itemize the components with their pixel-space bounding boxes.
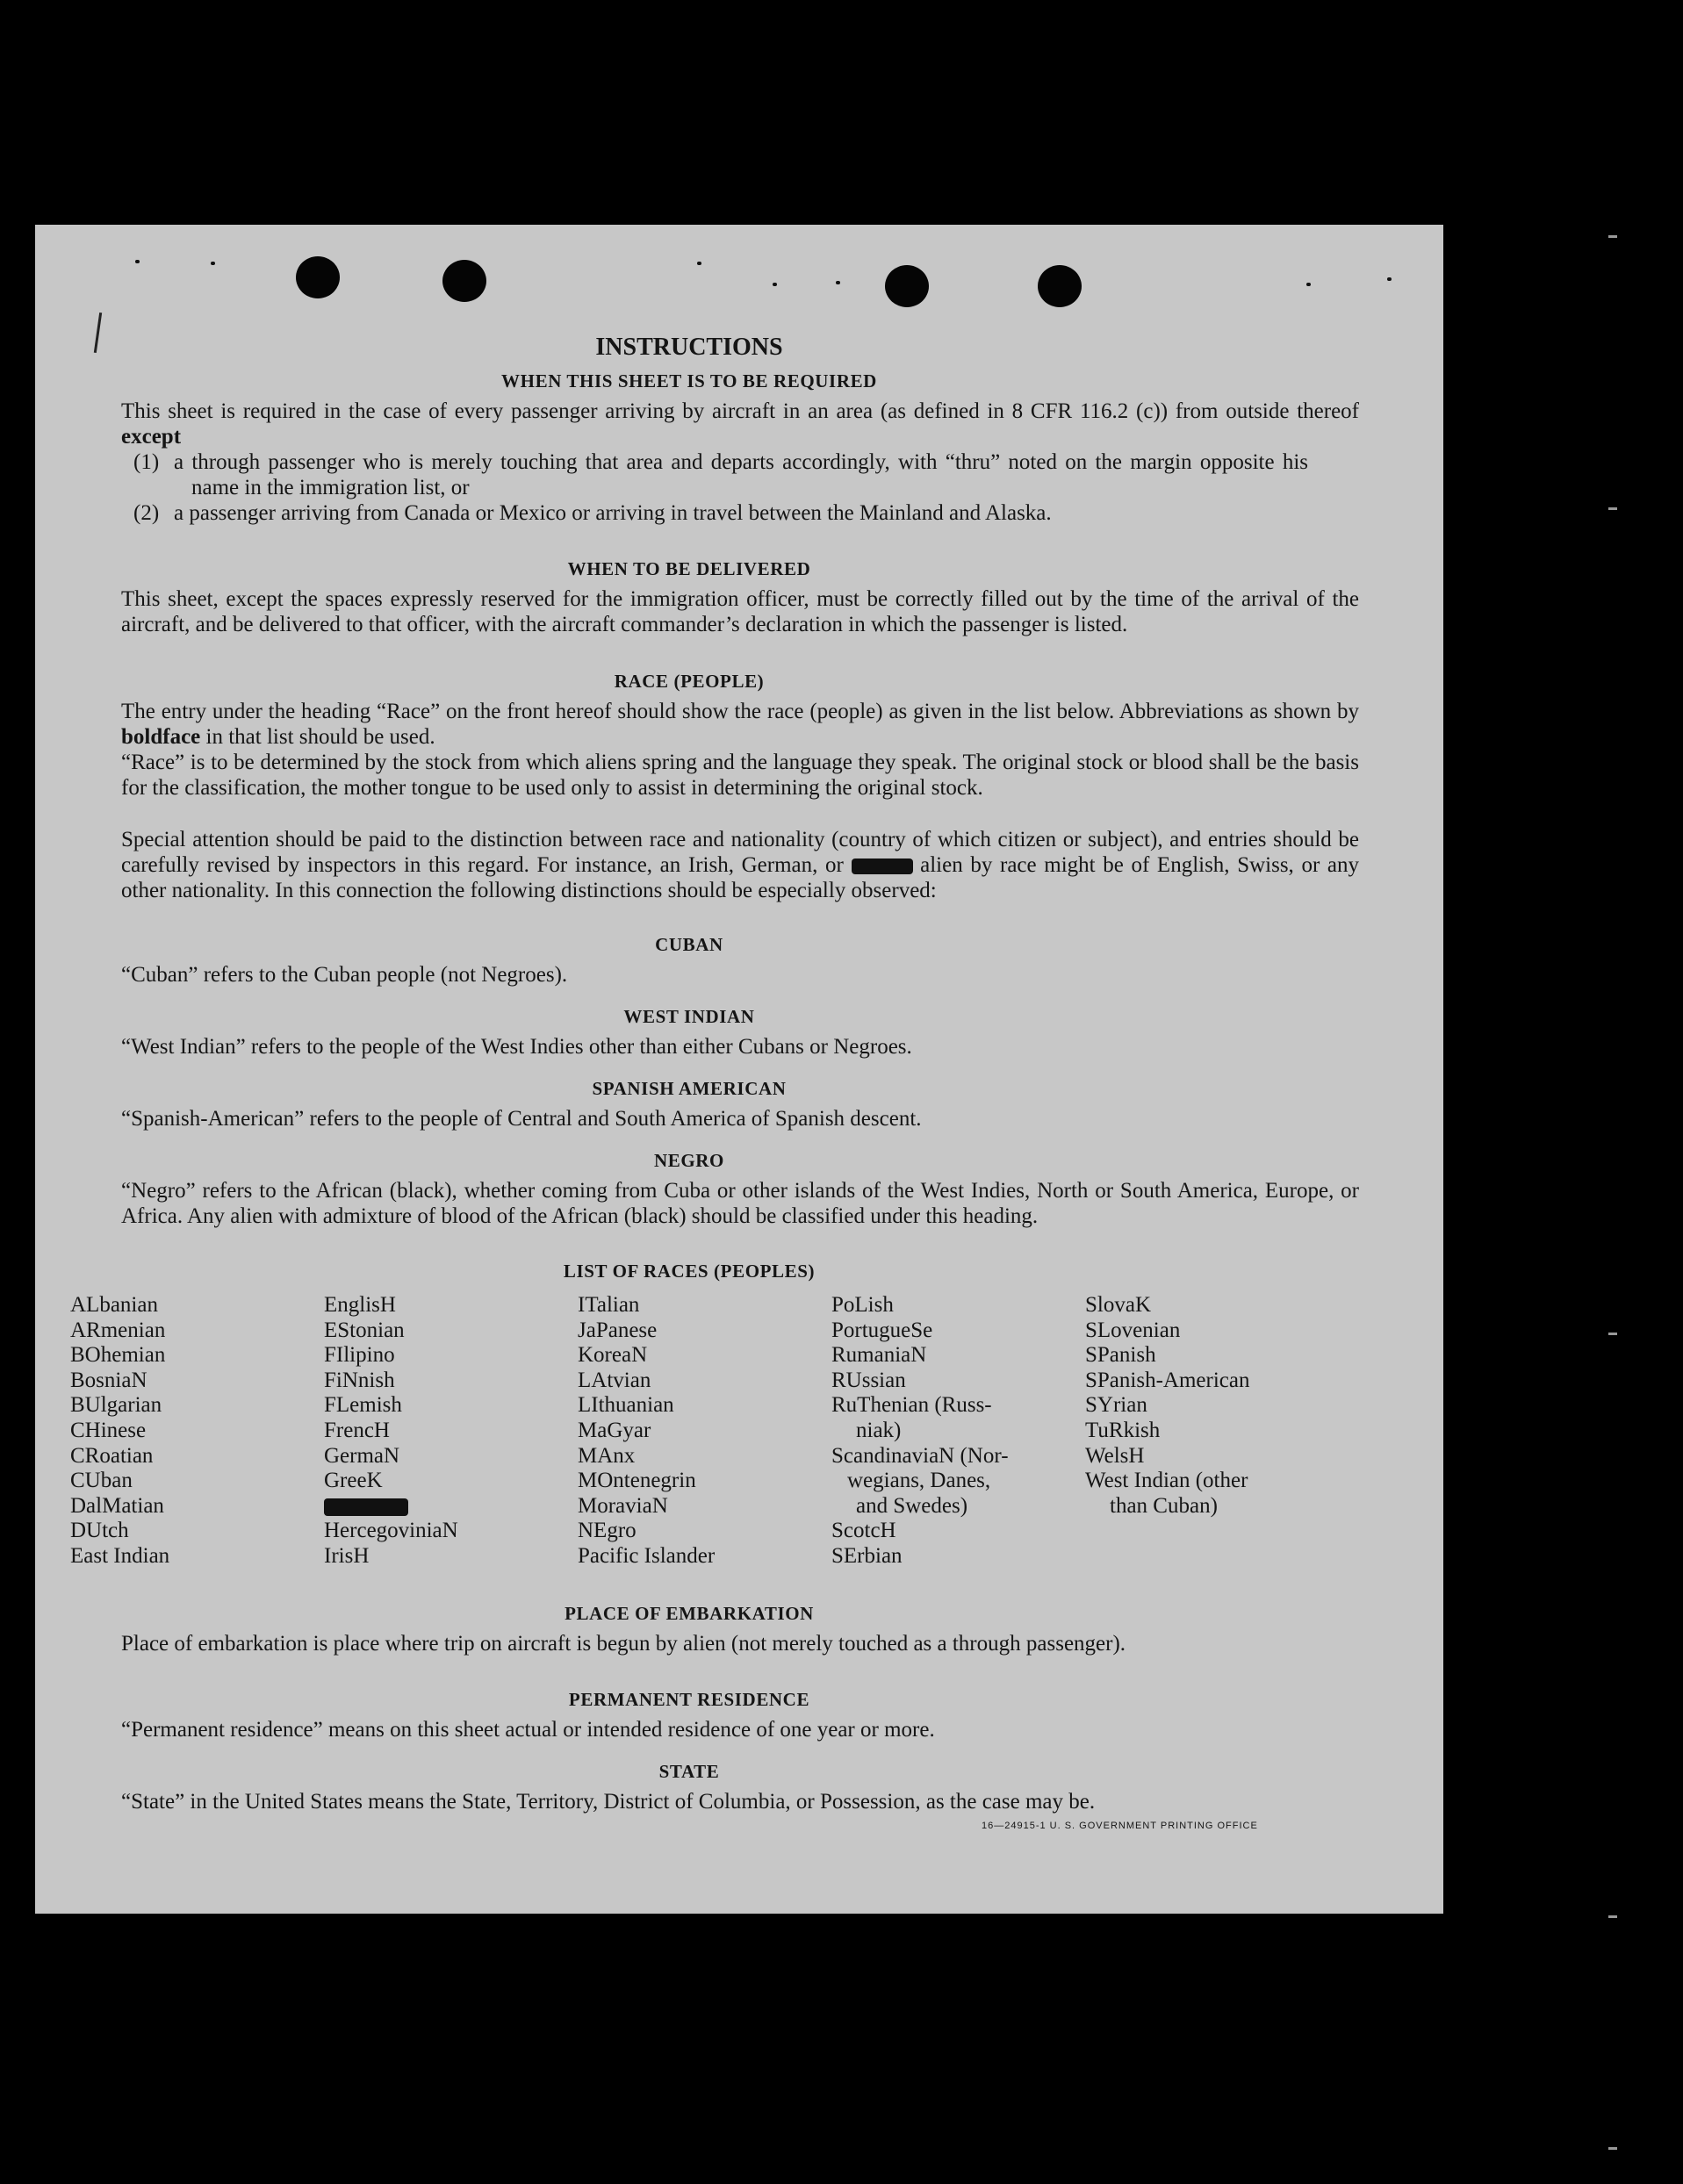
race-paragraph-1: The entry under the heading “Race” on the front hereof should show the race (people) as given in the list below. Abbreviations as shown by boldface in that list should be used. bbox=[121, 700, 1359, 749]
race-list-item: RuThenian (Russ- bbox=[831, 1393, 992, 1418]
embarkation-text: Place of embarkation is place where trip on aircraft is begun by alien (not merely touched as a through passenger). bbox=[121, 1632, 1126, 1656]
race-list-item: FiNnish bbox=[324, 1368, 395, 1392]
race-list-item: CHinese bbox=[70, 1418, 147, 1442]
race-list-item: SlovaK bbox=[1085, 1293, 1151, 1317]
race-list-item: IrisH bbox=[324, 1543, 370, 1568]
edge-mark bbox=[1608, 235, 1617, 238]
speck bbox=[211, 262, 215, 265]
cuban-heading: CUBAN bbox=[655, 934, 723, 955]
race-list-item: FIlipino bbox=[324, 1343, 395, 1368]
race-list-item: SPanish bbox=[1085, 1343, 1156, 1368]
edge-mark bbox=[1608, 2147, 1617, 2150]
edge-mark bbox=[1608, 1915, 1617, 1918]
race-list-item: LIthuanian bbox=[578, 1393, 674, 1418]
race-list-item: PoLish bbox=[831, 1293, 894, 1317]
speck bbox=[697, 262, 701, 265]
race-list-column-5 bbox=[1085, 1293, 1249, 1519]
race-list-item: HercegoviniaN bbox=[324, 1519, 458, 1543]
required-intro: This sheet is required in the case of every passenger arriving by aircraft in an area (as defined in 8 CFR 116.2 (c)) from outside thereof except bbox=[121, 399, 1359, 449]
race-list-item-redacted bbox=[324, 1494, 458, 1519]
race-list-item: BUlgarian bbox=[70, 1393, 162, 1418]
race-list-column-4 bbox=[831, 1293, 1009, 1570]
required-item-1: (1) a through passenger who is merely touching that area and departs accordingly, with “thru” noted on the margin opposite his name in the immigration list, or bbox=[133, 450, 1308, 499]
instruction-sheet bbox=[35, 225, 1443, 1914]
redaction-mark bbox=[324, 1498, 408, 1516]
speck bbox=[1387, 277, 1392, 281]
race-list-item: SYrian bbox=[1085, 1393, 1147, 1418]
race-paragraph-2: “Race” is to be determined by the stock from which aliens spring and the language they speak. The original stock or blood shall be the basis for the classification, the mother tongue to be used only to assist in determining the original stock. bbox=[121, 751, 1359, 800]
west-indian-text: “West Indian” refers to the people of the West Indies other than either Cubans or Negroes. bbox=[121, 1035, 912, 1059]
page-title: INSTRUCTIONS bbox=[595, 334, 783, 361]
race-list-item: MaGyar bbox=[578, 1418, 651, 1442]
delivered-text: This sheet, except the spaces expressly reserved for the immigration officer, must be correctly filled out by the time of the arrival of the aircraft, and be delivered to that officer, with the aircraft commander’s declaration in which the passenger is listed. bbox=[121, 587, 1359, 636]
delivered-heading: WHEN TO BE DELIVERED bbox=[567, 558, 811, 579]
race-list-item: MOntenegrin bbox=[578, 1469, 696, 1493]
cuban-text: “Cuban” refers to the Cuban people (not Negroes). bbox=[121, 963, 568, 987]
edge-mark bbox=[1608, 507, 1617, 510]
negro-heading: NEGRO bbox=[653, 1150, 724, 1171]
speck bbox=[773, 283, 777, 286]
race-list-item: DalMatian bbox=[70, 1493, 164, 1518]
redaction-mark bbox=[852, 859, 913, 874]
race-list-item: DUtch bbox=[70, 1519, 129, 1543]
required-item-2: (2) a passenger arriving from Canada or Mexico or arriving in travel between the Mainland and Alaska. bbox=[133, 501, 1052, 525]
edge-mark bbox=[1608, 1333, 1617, 1335]
race-list-item: PortugueSe bbox=[831, 1318, 933, 1342]
race-list-item: niak) bbox=[856, 1418, 902, 1442]
race-list-item: MoraviaN bbox=[578, 1493, 668, 1518]
required-heading: WHEN THIS SHEET IS TO BE REQUIRED bbox=[501, 370, 877, 392]
race-list-item: wegians, Danes, bbox=[847, 1469, 991, 1493]
race-list-item: JaPanese bbox=[578, 1318, 658, 1342]
race-list-item: ScandinaviaN (Nor- bbox=[831, 1443, 1009, 1468]
race-list-item: TuRkish bbox=[1085, 1418, 1161, 1442]
race-list-item: ARmenian bbox=[70, 1318, 166, 1342]
race-list-item: BosniaN bbox=[70, 1368, 147, 1392]
speck bbox=[836, 281, 840, 284]
race-list-column-2 bbox=[324, 1293, 458, 1570]
race-list-item: WelsH bbox=[1085, 1443, 1145, 1468]
race-list-item: EStonian bbox=[324, 1318, 405, 1342]
race-list-item: RumaniaN bbox=[831, 1343, 927, 1368]
race-list-item: East Indian bbox=[70, 1543, 170, 1568]
race-list-item: BOhemian bbox=[70, 1343, 166, 1368]
race-list-item: EnglisH bbox=[324, 1293, 396, 1317]
race-list-item: SLovenian bbox=[1085, 1318, 1181, 1342]
race-list-item: SErbian bbox=[831, 1543, 903, 1568]
embarkation-heading: PLACE OF EMBARKATION bbox=[565, 1603, 814, 1624]
state-heading: STATE bbox=[658, 1761, 720, 1782]
race-list-item: GreeK bbox=[324, 1469, 383, 1493]
race-list-item: FrencH bbox=[324, 1418, 390, 1442]
race-list-item: SPanish-American bbox=[1085, 1368, 1250, 1392]
race-list-item: than Cuban) bbox=[1110, 1493, 1218, 1518]
race-list-column-3 bbox=[578, 1293, 715, 1570]
speck bbox=[1306, 283, 1311, 286]
race-list-item: NEgro bbox=[578, 1519, 637, 1543]
race-list-item: ITalian bbox=[578, 1293, 640, 1317]
west-indian-heading: WEST INDIAN bbox=[623, 1006, 755, 1027]
race-list-item: CRoatian bbox=[70, 1443, 154, 1468]
race-list-item: KoreaN bbox=[578, 1343, 648, 1368]
race-list-heading: LIST OF RACES (PEOPLES) bbox=[563, 1261, 816, 1282]
race-list-item: GermaN bbox=[324, 1443, 400, 1468]
speck bbox=[135, 260, 140, 263]
race-list-item: LAtvian bbox=[578, 1368, 651, 1392]
race-list-column-1 bbox=[70, 1293, 169, 1570]
race-list-item: and Swedes) bbox=[856, 1493, 968, 1518]
race-list-item: MAnx bbox=[578, 1443, 636, 1468]
punch-hole bbox=[885, 265, 929, 307]
spanish-american-heading: SPANISH AMERICAN bbox=[592, 1078, 787, 1099]
residence-heading: PERMANENT RESIDENCE bbox=[568, 1689, 810, 1710]
spanish-american-text: “Spanish-American” refers to the people of Central and South America of Spanish descent. bbox=[121, 1107, 922, 1131]
race-list-item: CUban bbox=[70, 1469, 133, 1493]
race-heading: RACE (PEOPLE) bbox=[614, 671, 765, 692]
state-text: “State” in the United States means the State, Territory, District of Columbia, or Possession, as the case may be. bbox=[121, 1790, 1096, 1814]
punch-hole bbox=[296, 256, 340, 298]
punch-hole bbox=[1038, 265, 1082, 307]
race-list-item: West Indian (other bbox=[1085, 1469, 1248, 1493]
printing-office-code: 16—24915-1 U. S. GOVERNMENT PRINTING OFFICE bbox=[982, 1821, 1258, 1831]
race-list-item: ALbanian bbox=[70, 1293, 158, 1317]
race-list-item: ScotcH bbox=[831, 1519, 896, 1543]
race-list-item: RUssian bbox=[831, 1368, 906, 1392]
race-paragraph-3: Special attention should be paid to the distinction between race and nationality (country of which citizen or subject), and entries should be carefully revised by inspectors in this regard. For instance, an Irish, German, or alien by race might be of English, Swiss, or any other nationality. In this connection the following distinctions should be especially observed: bbox=[121, 828, 1360, 902]
negro-text: “Negro” refers to the African (black), whether coming from Cuba or other islands of the West Indies, North or South America, Europe, or Africa. Any alien with admixture of blood of the African (black) should be classified under this heading. bbox=[121, 1179, 1359, 1228]
race-list-item: Pacific Islander bbox=[578, 1543, 716, 1568]
race-list-item: FLemish bbox=[324, 1393, 402, 1418]
punch-hole bbox=[442, 260, 486, 302]
residence-text: “Permanent residence” means on this sheet actual or intended residence of one year or more. bbox=[121, 1718, 935, 1742]
